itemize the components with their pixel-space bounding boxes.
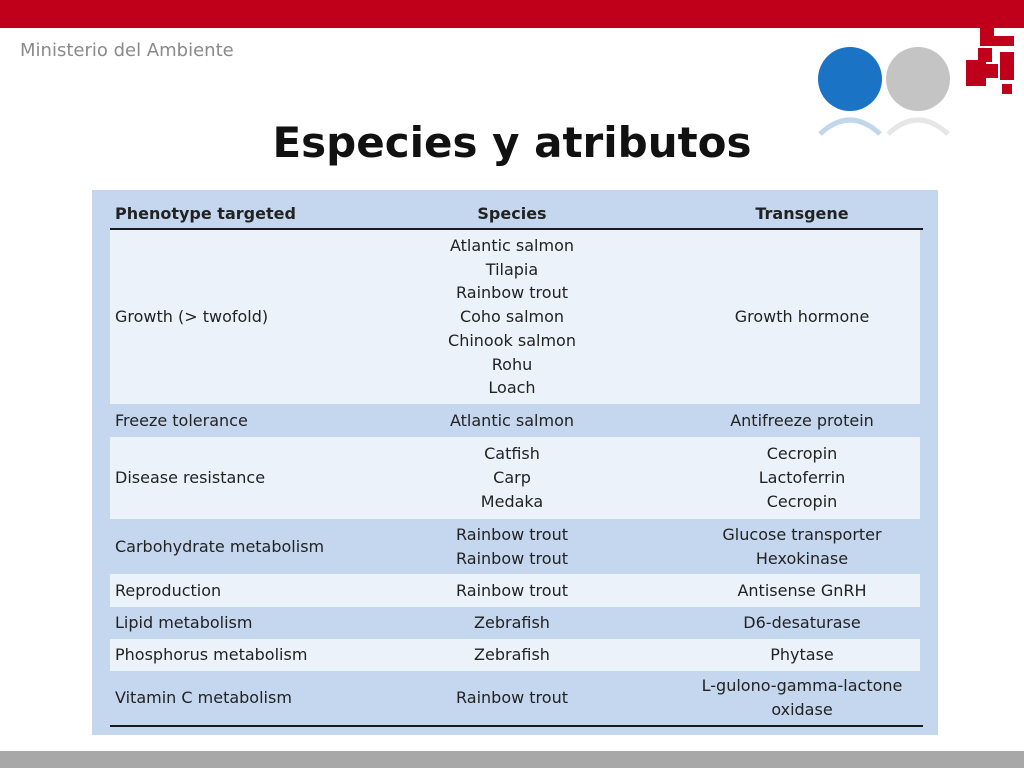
phenotype-cell: Carbohydrate metabolism xyxy=(115,536,325,556)
species-table xyxy=(92,190,938,735)
phenotype-cell: Phosphorus metabolism xyxy=(115,645,308,665)
species-name: Rohu xyxy=(491,354,533,374)
species-name: Rainbow trout xyxy=(456,580,568,600)
table-row xyxy=(110,437,920,519)
transgene-cell xyxy=(692,404,912,437)
logo-red-square-3 xyxy=(1000,52,1014,80)
table-row xyxy=(110,230,920,404)
phenotype-cell: Growth (> twofold) xyxy=(115,307,269,327)
species-name: Chinook salmon xyxy=(448,330,576,350)
species-name: Loach xyxy=(488,378,536,398)
species-name: Rainbow trout xyxy=(456,688,568,708)
species-cell xyxy=(397,574,627,607)
species-cell xyxy=(397,437,627,519)
table-header xyxy=(92,190,938,232)
phenotype-cell: Vitamin C metabolism xyxy=(115,688,292,708)
logo-red-square-6 xyxy=(1002,84,1012,94)
logo-red-square-4 xyxy=(978,48,992,62)
phenotype-cell: Reproduction xyxy=(115,580,222,600)
species-cell xyxy=(397,519,627,574)
species-name: Catfish xyxy=(484,444,540,464)
logo-gray-circle xyxy=(886,47,950,111)
transgene-name: Antisense GnRH xyxy=(737,580,867,600)
transgene-cell xyxy=(692,437,912,519)
transgene-cell xyxy=(692,607,912,639)
table-row xyxy=(110,574,920,607)
species-name: Zebrafish xyxy=(474,645,550,665)
bottom-rule xyxy=(110,725,923,727)
phenotype-cell: Freeze tolerance xyxy=(115,410,248,430)
slide-title: Especies y atributos xyxy=(272,118,752,167)
species-name: Atlantic salmon xyxy=(449,235,575,255)
transgene-name: D6-desaturase xyxy=(743,613,861,633)
logo-blue-circle xyxy=(818,47,882,111)
species-name: Tilapia xyxy=(485,259,539,279)
species-cell xyxy=(397,607,627,639)
species-cell xyxy=(397,404,627,437)
species-name: Rainbow trout xyxy=(456,548,568,568)
bottom-bar xyxy=(0,751,1024,768)
species-cell xyxy=(397,230,627,404)
ministry-name: Ministerio del Ambiente xyxy=(20,40,234,61)
header-transgene: Transgene xyxy=(755,204,849,223)
transgene-name: Cecropin xyxy=(766,444,838,464)
table-row xyxy=(110,639,920,671)
species-name: Carp xyxy=(493,468,531,488)
transgene-name: Antifreeze protein xyxy=(730,410,874,430)
transgene-name: Lactoferrin xyxy=(758,468,846,488)
species-name: Rainbow trout xyxy=(456,524,568,544)
phenotype-cell: Disease resistance xyxy=(115,468,266,488)
table-row xyxy=(110,519,920,574)
species-cell xyxy=(397,671,627,725)
logo-red-square-7 xyxy=(984,64,998,78)
transgene-cell xyxy=(692,639,912,671)
header-species: Species xyxy=(477,204,547,223)
transgene-cell xyxy=(692,230,912,404)
logo-red-square-1 xyxy=(980,26,994,36)
phenotype-cell: Lipid metabolism xyxy=(115,613,253,633)
species-cell xyxy=(397,639,627,671)
transgene-name: Cecropin xyxy=(766,491,838,511)
species-name: Medaka xyxy=(480,491,544,511)
table-row xyxy=(110,404,920,437)
logo-red-square-5 xyxy=(966,60,986,86)
transgene-name: oxidase xyxy=(771,700,833,719)
transgene-cell xyxy=(692,574,912,607)
logo-red-square-2 xyxy=(980,36,1014,46)
species-name: Zebrafish xyxy=(474,613,550,633)
transgene-name: Hexokinase xyxy=(755,548,849,568)
header-phenotype: Phenotype targeted xyxy=(115,204,296,223)
table-row xyxy=(110,607,920,639)
species-name: Rainbow trout xyxy=(456,283,568,303)
transgene-name: Growth hormone xyxy=(734,307,870,327)
transgene-name: L-gulono-gamma-lactone xyxy=(701,676,903,696)
transgene-name: Glucose transporter xyxy=(722,524,882,544)
transgene-cell xyxy=(692,519,912,574)
species-name: Coho salmon xyxy=(459,307,565,327)
species-name: Atlantic salmon xyxy=(449,410,575,430)
transgene-name: Phytase xyxy=(770,645,834,665)
table-row xyxy=(110,671,920,725)
transgene-cell xyxy=(692,671,912,725)
